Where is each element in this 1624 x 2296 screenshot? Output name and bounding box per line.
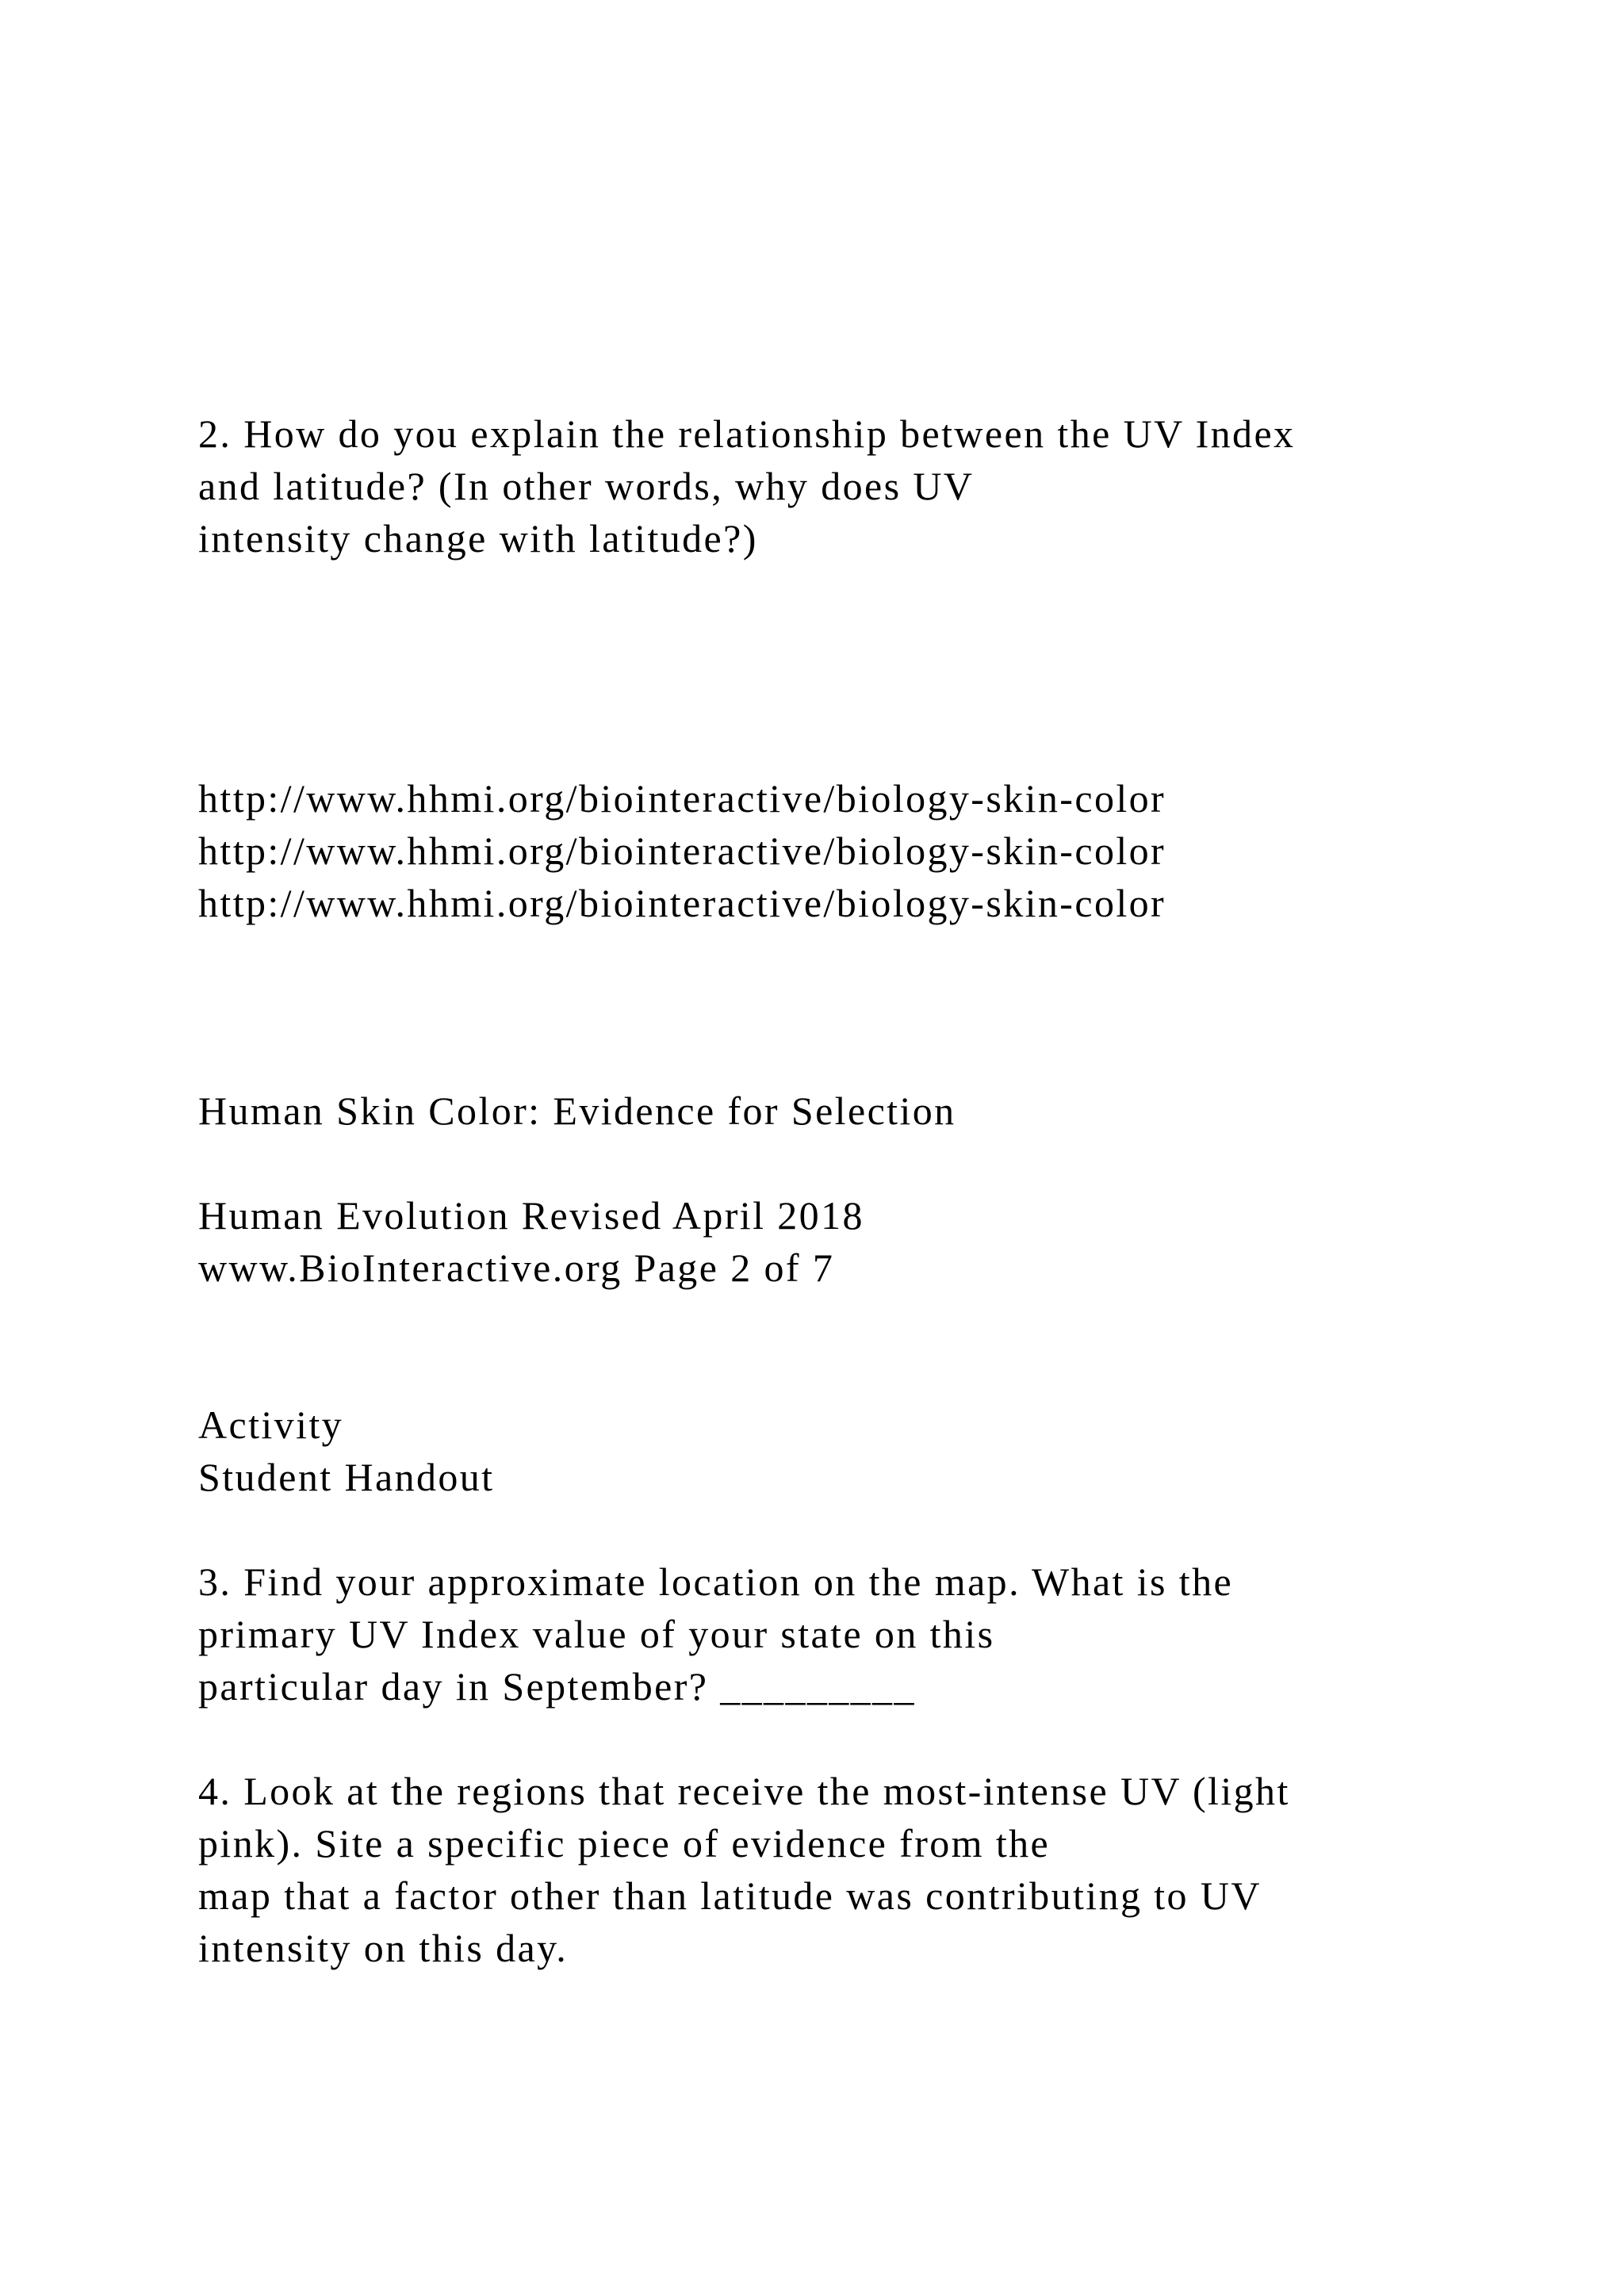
document-title: Human Skin Color: Evidence for Selection (198, 1089, 956, 1133)
question-4-line-4: intensity on this day. (198, 1926, 569, 1970)
activity-label: Activity (198, 1402, 344, 1447)
link-2[interactable]: http://www.hhmi.org/biointeractive/biology-skin-color (198, 828, 1166, 873)
question-3-line-3: particular day in September? _________ (198, 1664, 916, 1709)
question-4-line-1: 4. Look at the regions that receive the most-intense UV (light (198, 1769, 1290, 1813)
question-3-line-2: primary UV Index value of your state on this (198, 1612, 995, 1656)
question-2-line-1: 2. How do you explain the relationship between the UV Index (198, 411, 1296, 456)
handout-label: Student Handout (198, 1455, 495, 1499)
question-4-line-2: pink). Site a specific piece of evidence from the (198, 1821, 1051, 1866)
link-3[interactable]: http://www.hhmi.org/biointeractive/biology-skin-color (198, 881, 1166, 925)
revision-line: Human Evolution Revised April 2018 (198, 1193, 864, 1238)
question-2-line-3: intensity change with latitude?) (198, 516, 758, 561)
link-1[interactable]: http://www.hhmi.org/biointeractive/biology-skin-color (198, 776, 1166, 821)
page-number-line: www.BioInteractive.org Page 2 of 7 (198, 1246, 835, 1290)
question-2-line-2: and latitude? (In other words, why does UV (198, 464, 975, 508)
question-4-line-3: map that a factor other than latitude was contributing to UV (198, 1873, 1262, 1918)
question-3-line-1: 3. Find your approximate location on the map. What is the (198, 1559, 1234, 1604)
